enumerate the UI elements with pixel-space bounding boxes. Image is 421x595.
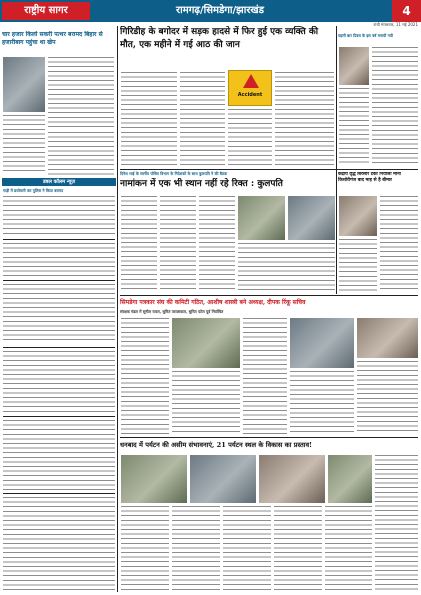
banner-text-1 (121, 318, 169, 434)
warning-icon (243, 74, 259, 88)
right-top-text (372, 47, 418, 166)
bottom-text-2 (172, 506, 220, 590)
banner-photo-3 (357, 318, 418, 358)
bottom-text-5 (325, 506, 372, 590)
bottom-headline: धनबाद में पर्यटन की असीम संभावनाएं, 21 पर्यटन स्थल के विकास का प्रस्ताव! (120, 441, 313, 449)
left-photo (3, 57, 45, 112)
column-separator (336, 26, 337, 294)
middle-text-4 (238, 243, 335, 292)
brand-logo: राष्ट्रीय सागर (2, 2, 90, 20)
page-number: 4 (392, 0, 421, 22)
bottom-photo-2 (190, 455, 256, 503)
bottom-text-3 (223, 506, 271, 590)
brief-text-6 (3, 497, 115, 590)
left-text-block (48, 57, 114, 129)
bottom-text-right (375, 455, 418, 590)
divider (120, 437, 418, 438)
lead-text-1 (121, 72, 177, 166)
right-top-text-2 (339, 88, 369, 166)
divider (3, 280, 115, 281)
left-text-block-2 (3, 115, 45, 175)
bottom-text-1 (121, 506, 169, 590)
banner-text-4 (290, 371, 354, 434)
lead-text-3 (228, 109, 272, 166)
brief-text-4 (3, 351, 115, 413)
middle-kicker: दिनेश भाई के स्वर्गीय पोषित विभाग के निदेशकों के साथ कुलपति ने की बैठक (120, 171, 228, 176)
middle-text-3 (199, 196, 235, 292)
right-mid-headline: केंद्रीय वृद्ध बिरसोर टका नियाजी मीना किशोरीगंज बाद माह से है बीमार (338, 172, 401, 183)
right-mid-text-2 (339, 239, 377, 292)
middle-headline: नामांकन में एक भी स्थान नहीं रहे रिक्त : कुलपति (120, 179, 283, 189)
brief-text-1 (3, 196, 115, 236)
middle-text-1 (121, 196, 157, 292)
city-title: रामगढ़/सिमडेगा/झारखंड (176, 5, 264, 16)
badge-label: Accident (237, 92, 263, 98)
divider (3, 347, 115, 348)
banner-headline: सिमडेगा पत्रकार संघ की कमिटी गठित, आशीष शास्त्री बने अध्यक्ष, दीपक रिंकू सचिव (120, 299, 306, 306)
section-bar: डबल कॉलम न्यूज़ (2, 178, 116, 186)
lead-text-2 (180, 72, 225, 166)
divider (3, 493, 115, 494)
brief-text-2 (3, 243, 115, 277)
accident-badge (228, 70, 272, 106)
middle-photo-2 (288, 196, 335, 240)
divider (120, 295, 418, 296)
lead-text-4 (275, 72, 334, 166)
banner-subline: संरक्षक मंडल में सुनील रावल, सुमित जायसवाल, सुमित पटेल पूर्व निर्वाचित (120, 309, 224, 314)
divider (3, 239, 115, 240)
brief-text-5 (3, 420, 115, 490)
column-separator (117, 26, 118, 592)
right-mid-photo (339, 196, 377, 236)
brief-headline: गाड़ी में छापेमारी कर पुलिस ने किया बरामद (3, 188, 64, 193)
brief-text-3 (3, 284, 115, 344)
banner-text-5 (357, 361, 418, 434)
left-text-block-3 (48, 132, 114, 175)
bottom-photo-4 (328, 455, 372, 503)
middle-photo-1 (238, 196, 285, 240)
right-mid-text (380, 196, 418, 292)
bottom-photo-3 (259, 455, 325, 503)
divider (3, 416, 115, 417)
banner-text-2 (172, 371, 240, 434)
right-top-headline: पहली बार दिवस के इस वर्ष मनायी गयी (338, 33, 393, 38)
divider (120, 169, 418, 170)
right-top-photo (339, 47, 369, 85)
left-headline: चार हजार किलो सकरी पत्थर बरामद बिहार से हजारीबाग पहुंचा था खेप (2, 31, 103, 46)
banner-photo-1 (172, 318, 240, 368)
banner-text-3 (243, 318, 287, 434)
date-line: रांची मंगलवार, 11 मई 2021 (373, 22, 418, 27)
middle-text-2 (160, 196, 196, 292)
banner-photo-2 (290, 318, 354, 368)
bottom-photo-1 (121, 455, 187, 503)
bottom-text-4 (274, 506, 322, 590)
lead-headline: गिरिडीह के बगोदर में सड़क हादसे में फिर हुई एक व्यक्ति की मौत, एक महीने में गई आठ की जान (120, 27, 319, 50)
